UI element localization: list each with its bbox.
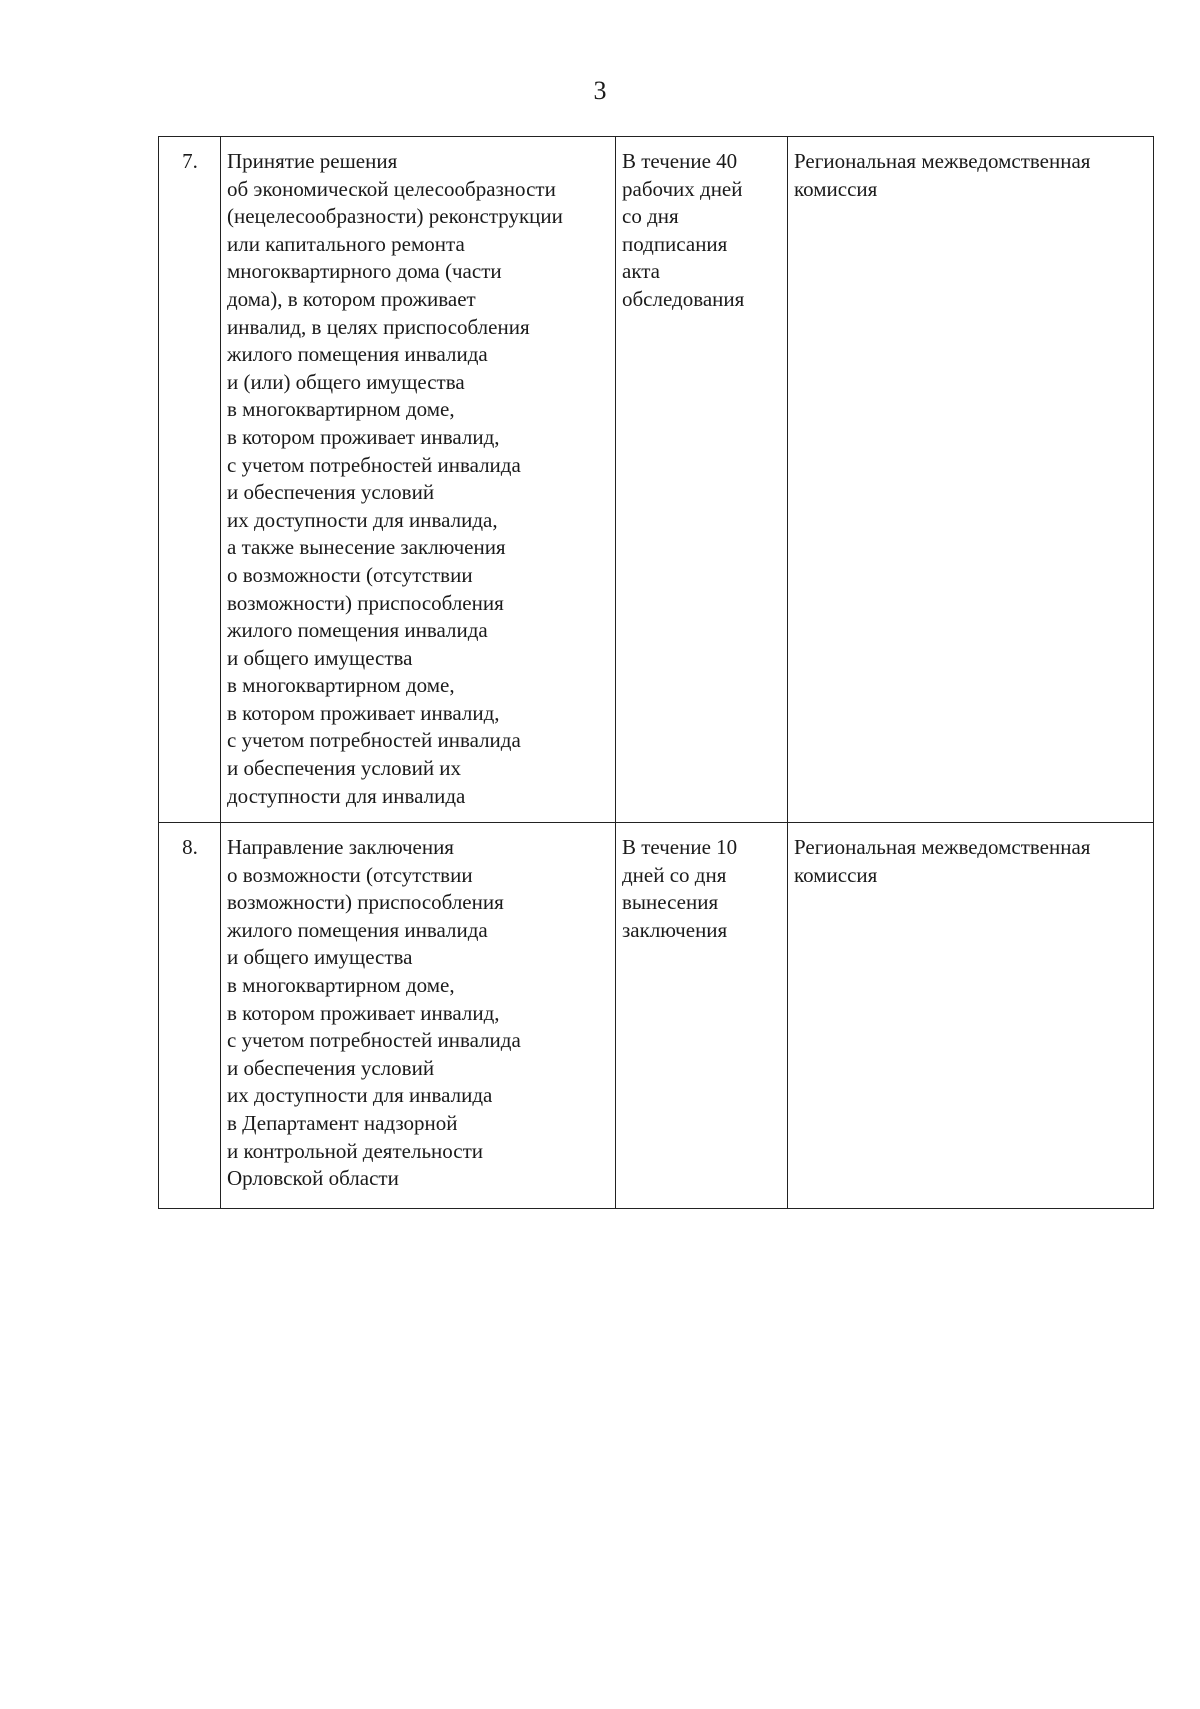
text-line: о возможности (отсутствии (227, 862, 473, 887)
text-line: и (или) общего имущества (227, 369, 465, 394)
text-line: (нецелесообразности) реконструкции (227, 204, 563, 229)
text-line: дома), в котором проживает (227, 286, 476, 311)
executor-cell (788, 137, 1154, 823)
executor-text (794, 148, 1148, 203)
row-number-cell (159, 137, 221, 823)
text-line: со дня (622, 204, 679, 229)
action-text (227, 148, 610, 810)
executor-text (794, 834, 1148, 889)
text-line: В течение 10 (622, 835, 738, 859)
text-line: их доступности для инвалида, (227, 507, 498, 532)
text-line: жилого помещения инвалида (227, 342, 488, 367)
measures-table-body (159, 137, 1154, 1209)
text-line: рабочих дней (622, 176, 743, 201)
text-line: с учетом потребностей инвалида (227, 728, 521, 753)
text-line: в многоквартирном доме, (227, 972, 455, 997)
text-line: или капитального ремонта (227, 231, 465, 256)
text-line: а также вынесение заключения (227, 535, 506, 560)
text-line: жилого помещения инвалида (227, 917, 488, 942)
table-row (159, 823, 1154, 1209)
text-line: об экономической целесообразности (227, 176, 556, 201)
term-cell (616, 823, 788, 1209)
text-line: комиссия (794, 176, 878, 201)
text-line: их доступности для инвалида (227, 1083, 493, 1108)
action-cell (221, 137, 616, 823)
text-line: В течение 40 (622, 149, 738, 173)
text-line: Орловской области (227, 1166, 399, 1191)
text-line: Региональная межведомственная (794, 149, 1091, 173)
text-line: жилого помещения инвалида (227, 618, 488, 643)
text-line: Направление заключения (227, 835, 454, 859)
text-line: о возможности (отсутствии (227, 562, 473, 587)
text-line: и общего имущества (227, 645, 413, 670)
term-cell (616, 137, 788, 823)
text-line: и обеспечения условий (227, 1055, 435, 1080)
action-cell (221, 823, 616, 1209)
term-text (622, 148, 782, 314)
text-line: вынесения (622, 890, 719, 915)
text-line: и обеспечения условий их (227, 756, 462, 781)
text-line: возможности) приспособления (227, 590, 504, 615)
text-line: с учетом потребностей инвалида (227, 452, 521, 477)
page-number: 3 (593, 76, 607, 105)
text-line: многоквартирного дома (части (227, 259, 502, 284)
measures-table (158, 136, 1154, 1209)
text-line: в многоквартирном доме, (227, 673, 455, 698)
text-line: доступности для инвалида (227, 783, 466, 808)
text-line: Региональная межведомственная (794, 835, 1091, 859)
text-line: подписания (622, 231, 728, 256)
text-line: акта (622, 259, 661, 284)
action-text (227, 834, 610, 1193)
text-line: обследования (622, 286, 745, 311)
text-line: Принятие решения (227, 149, 398, 173)
row-number: 8. (182, 835, 198, 859)
text-line: комиссия (794, 862, 878, 887)
text-line: в Департамент надзорной (227, 1110, 458, 1135)
text-line: в многоквартирном доме, (227, 397, 455, 422)
text-line: в котором проживает инвалид, (227, 424, 500, 449)
text-line: заключения (622, 917, 728, 942)
row-number: 7. (182, 149, 198, 173)
executor-cell (788, 823, 1154, 1209)
text-line: с учетом потребностей инвалида (227, 1028, 521, 1053)
text-line: дней со дня (622, 862, 727, 887)
text-line: и контрольной деятельности (227, 1138, 484, 1163)
text-line: и обеспечения условий (227, 480, 435, 505)
term-text (622, 834, 782, 944)
text-line: возможности) приспособления (227, 890, 504, 915)
text-line: инвалид, в целях приспособления (227, 314, 530, 339)
row-number-cell (159, 823, 221, 1209)
text-line: в котором проживает инвалид, (227, 1000, 500, 1025)
text-line: и общего имущества (227, 945, 413, 970)
table-row (159, 137, 1154, 823)
text-line: в котором проживает инвалид, (227, 700, 500, 725)
